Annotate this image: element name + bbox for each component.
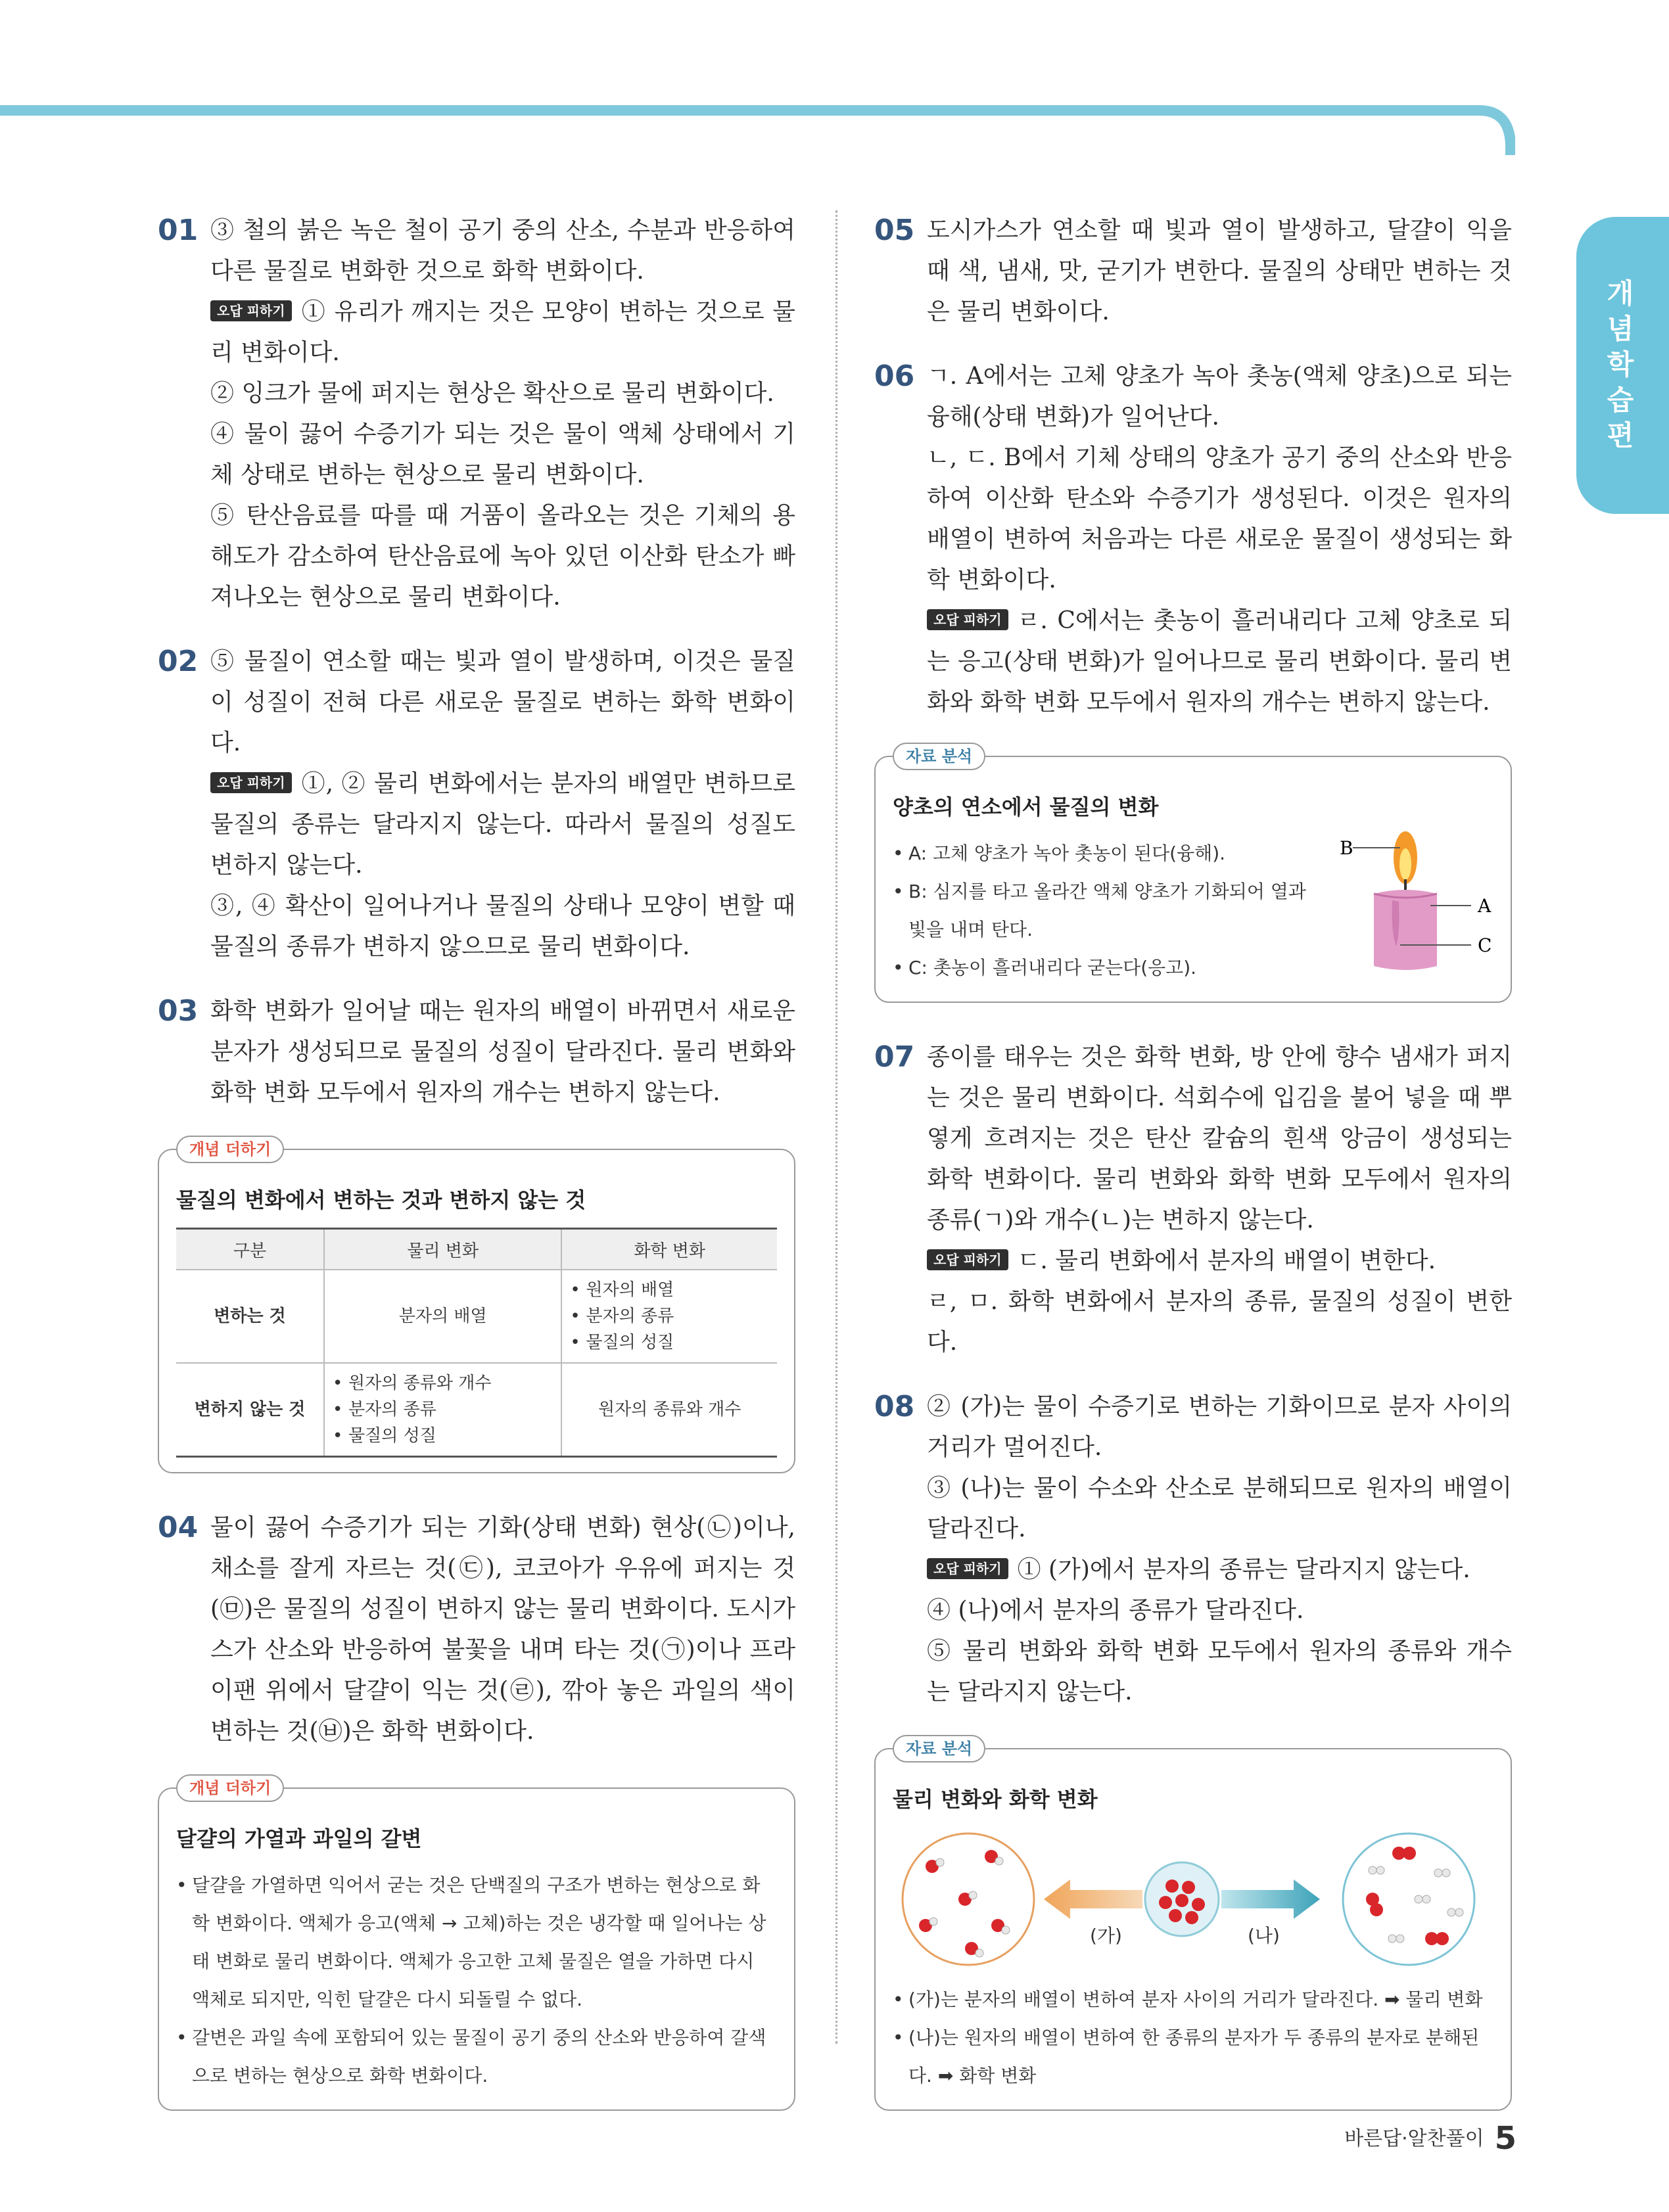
analysis-box-candle	[874, 747, 1512, 1003]
molecule-figure	[893, 1827, 1491, 1978]
table-row	[176, 1270, 777, 1363]
bullet-item: • C: 촛농이 흘러내리다 굳는다(응고).	[893, 949, 1313, 987]
explanation-line: ①, ② 물리 변화에서는 분자의 배열만 변하므로 물질의 종류는 달라지지 않는다. 따라서 물질의 성질도 변하지 않는다.	[210, 770, 795, 879]
table-header: 물리 변화	[324, 1229, 561, 1270]
wrong-answer-tag: 오답 피하기	[210, 300, 292, 321]
header-bar	[0, 105, 1515, 155]
answer-08	[874, 1387, 1512, 1713]
answer-number: 08	[874, 1390, 915, 1423]
bullet-item: • A: 고체 양초가 녹아 촛농이 된다(융해).	[893, 835, 1313, 873]
explanation-line: ㄷ. 물리 변화에서 분자의 배열이 변한다.	[1017, 1247, 1436, 1274]
bullet-list	[893, 1981, 1493, 2095]
table-header: 구분	[176, 1229, 324, 1270]
bullet-item: • (나)는 원자의 배열이 변하여 한 종류의 분자가 두 종류의 분자로 분해된다. ➡ 화학 변화	[893, 2019, 1493, 2095]
table-cell	[561, 1270, 777, 1363]
answer-number: 05	[874, 214, 915, 247]
bullet-item: • (가)는 분자의 배열이 변하여 분자 사이의 거리가 달라진다. ➡ 물리 변화	[893, 1981, 1493, 2019]
bullet-list	[176, 1866, 777, 2095]
explanation-line: ㄴ, ㄷ. B에서 기체 상태의 양초가 공기 중의 산소와 반응하여 이산화 탄소와 수증기가 생성된다. 이것은 원자의 배열이 변하여 처음과는 다른 새로운 물질이 생성되는 화학 변화이다.	[927, 444, 1512, 593]
bullet-item: • 달걀을 가열하면 익어서 굳는 것은 단백질의 구조가 변하는 현상으로 화학 변화이다. 액체가 응고(액체 → 고체)하는 것은 냉각할 때 일어나는 상태 변화로 물리 변화이다. 액체가 응고한 고체 물질은 열을 가하면 다시 액체로 되지만, 익힌 달걀은 다시 되돌릴 수 없다.	[176, 1866, 777, 2019]
row-header: 변하는 것	[176, 1270, 324, 1363]
data-analysis-label: 자료 분석	[893, 1735, 985, 1763]
answer-text: ⑤ 물질이 연소할 때는 빛과 열이 발생하며, 이것은 물질이 성질이 전혀 다른 새로운 물질로 변하는 화학 변화이다.	[210, 648, 795, 756]
footer-label: 바른답·알찬풀이	[1344, 2127, 1484, 2150]
label-a: A	[1478, 895, 1492, 917]
explanation-line: ③ (나)는 물이 수소와 산소로 분해되므로 원자의 배열이 달라진다.	[927, 1475, 1512, 1542]
answer-04	[158, 1508, 795, 1752]
concept-box-changes	[158, 1140, 795, 1473]
wrong-answer-tag: 오답 피하기	[927, 609, 1008, 630]
answer-number: 02	[158, 645, 199, 678]
right-column	[874, 210, 1512, 2145]
cell-item: • 분자의 종류	[570, 1303, 769, 1329]
concept-plus-label: 개념 더하기	[176, 1774, 284, 1802]
column-divider	[835, 210, 837, 2044]
explanation-line: ② 잉크가 물에 퍼지는 현상은 확산으로 물리 변화이다.	[210, 380, 774, 407]
explanation-line: ㄹ. C에서는 촛농이 흘러내리다 고체 양초로 되는 응고(상태 변화)가 일어나므로 물리 변화이다. 물리 변화와 화학 변화 모두에서 원자의 개수는 변하지 않는다.	[927, 607, 1512, 716]
answer-01	[158, 210, 795, 618]
label-c: C	[1478, 934, 1492, 956]
table-cell: 원자의 종류와 개수	[561, 1363, 777, 1457]
answer-03	[158, 991, 795, 1113]
explanation-line: ① (가)에서 분자의 종류는 달라지지 않는다.	[1017, 1556, 1470, 1583]
explanation-line: ⑤ 물리 변화와 화학 변화 모두에서 원자의 종류와 개수는 달라지지 않는다.	[927, 1638, 1512, 1705]
concept-plus-label: 개념 더하기	[176, 1136, 284, 1163]
explanation-line: ㄹ, ㅁ. 화학 변화에서 분자의 종류, 물질의 성질이 변한다.	[927, 1288, 1512, 1356]
answer-number: 07	[874, 1040, 915, 1074]
answer-text: ③ 철의 붉은 녹은 철이 공기 중의 산소, 수분과 반응하여 다른 물질로 변화한 것으로 화학 변화이다.	[210, 217, 795, 285]
page-footer	[1344, 2120, 1516, 2157]
answer-02	[158, 641, 795, 967]
answer-number: 03	[158, 994, 199, 1028]
explanation-line: ④ 물이 끓어 수증기가 되는 것은 물이 액체 상태에서 기체 상태로 변하는 현상으로 물리 변화이다.	[210, 421, 795, 488]
label-b: B	[1340, 837, 1353, 859]
bullet-item: • 갈변은 과일 속에 포함되어 있는 물질이 공기 중의 산소와 반응하여 갈색으로 변하는 현상으로 화학 변화이다.	[176, 2019, 777, 2095]
concept-box-egg-fruit	[158, 1779, 795, 2111]
left-column	[158, 210, 795, 2145]
answer-06	[874, 356, 1512, 723]
wrong-answer-tag: 오답 피하기	[927, 1558, 1008, 1579]
answer-text: 물이 끓어 수증기가 되는 기화(상태 변화) 현상(㉡)이나, 채소를 잘게 자르는 것(㉢), 코코아가 우유에 퍼지는 것(㉤)은 물질의 성질이 변하지 않는 물리 변화이다. 도시가스가 산소와 반응하여 불꽃을 내며 타는 것(㉠)이나 프라이팬 위에서 달걀이 익는 것(㉣), 깎아 놓은 과일의 색이 변하는 것(㉥)은 화학 변화이다.	[210, 1514, 795, 1745]
wrong-answer-tag: 오답 피하기	[927, 1249, 1008, 1270]
answer-07	[874, 1037, 1512, 1363]
cell-item: • 물질의 성질	[333, 1423, 553, 1449]
answer-number: 04	[158, 1511, 199, 1544]
answer-text: 종이를 태우는 것은 화학 변화, 방 안에 향수 냄새가 퍼지는 것은 물리 변화이다. 석회수에 입김을 불어 넣을 때 뿌옇게 흐려지는 것은 탄산 칼슘의 흰색 앙금이 생성되는 화학 변화이다. 물리 변화와 화학 변화 모두에서 원자의 종류(ㄱ)와 개수(ㄴ)는 변하지 않는다.	[927, 1044, 1512, 1233]
explanation-line: ① 유리가 깨지는 것은 모양이 변하는 것으로 물리 변화이다.	[210, 298, 795, 366]
cell-item: • 분자의 종류	[333, 1396, 553, 1423]
analysis-box-molecules	[874, 1740, 1512, 2111]
explanation-line: ⑤ 탄산음료를 따를 때 거품이 올라오는 것은 기체의 용해도가 감소하여 탄산음료에 녹아 있던 이산화 탄소가 빠져나오는 현상으로 물리 변화이다.	[210, 502, 795, 611]
table-row	[176, 1363, 777, 1457]
table-cell: 분자의 배열	[324, 1270, 561, 1363]
explanation-line: ㄱ. A에서는 고체 양초가 녹아 촛농(액체 양초)으로 되는 융해(상태 변화)가 일어난다.	[927, 363, 1512, 430]
answer-text: 화학 변화가 일어날 때는 원자의 배열이 바뀌면서 새로운 분자가 생성되므로 물질의 성질이 달라진다. 물리 변화와 화학 변화 모두에서 원자의 개수는 변하지 않는다.	[210, 998, 795, 1106]
table-header: 화학 변화	[561, 1229, 777, 1270]
table-header-row	[176, 1229, 777, 1270]
wrong-answer-tag: 오답 피하기	[210, 772, 292, 793]
section-tab-label: 개념학습편	[1607, 277, 1634, 451]
cell-item: • 원자의 배열	[570, 1277, 769, 1303]
row-header: 변하지 않는 것	[176, 1363, 324, 1457]
comparison-table	[176, 1228, 777, 1458]
cell-item: • 물질의 성질	[570, 1329, 769, 1356]
data-analysis-label: 자료 분석	[893, 743, 985, 770]
explanation-line: ④ (나)에서 분자의 종류가 달라진다.	[927, 1597, 1304, 1624]
bullet-list	[893, 835, 1313, 987]
answer-text: 도시가스가 연소할 때 빛과 열이 발생하고, 달걀이 익을 때 색, 냄새, 맛, 굳기가 변한다. 물질의 상태만 변하는 것은 물리 변화이다.	[927, 217, 1512, 325]
bullet-item: • B: 심지를 타고 올라간 액체 양초가 기화되어 열과 빛을 내며 탄다.	[893, 873, 1313, 949]
candle-figure	[1313, 828, 1504, 986]
label-na: (나)	[1248, 1925, 1280, 1947]
explanation-line: ③, ④ 확산이 일어나거나 물질의 상태나 모양이 변할 때 물질의 종류가 변하지 않으므로 물리 변화이다.	[210, 892, 795, 960]
page-number: 5	[1494, 2120, 1516, 2157]
cell-item: • 원자의 종류와 개수	[333, 1370, 553, 1396]
answer-number: 01	[158, 214, 199, 247]
table-cell	[324, 1363, 561, 1457]
box-title: 양초의 연소에서 물질의 변화	[893, 795, 1159, 819]
label-ga: (가)	[1090, 1925, 1122, 1947]
answer-number: 06	[874, 359, 915, 393]
box-title: 달걀의 가열과 과일의 갈변	[176, 1826, 422, 1851]
box-title: 물리 변화와 화학 변화	[893, 1787, 1098, 1812]
explanation-line: ② (가)는 물이 수증기로 변하는 기화이므로 분자 사이의 거리가 멀어진다.	[927, 1393, 1512, 1461]
box-title: 물질의 변화에서 변하는 것과 변하지 않는 것	[176, 1187, 586, 1212]
answer-05	[874, 210, 1512, 333]
